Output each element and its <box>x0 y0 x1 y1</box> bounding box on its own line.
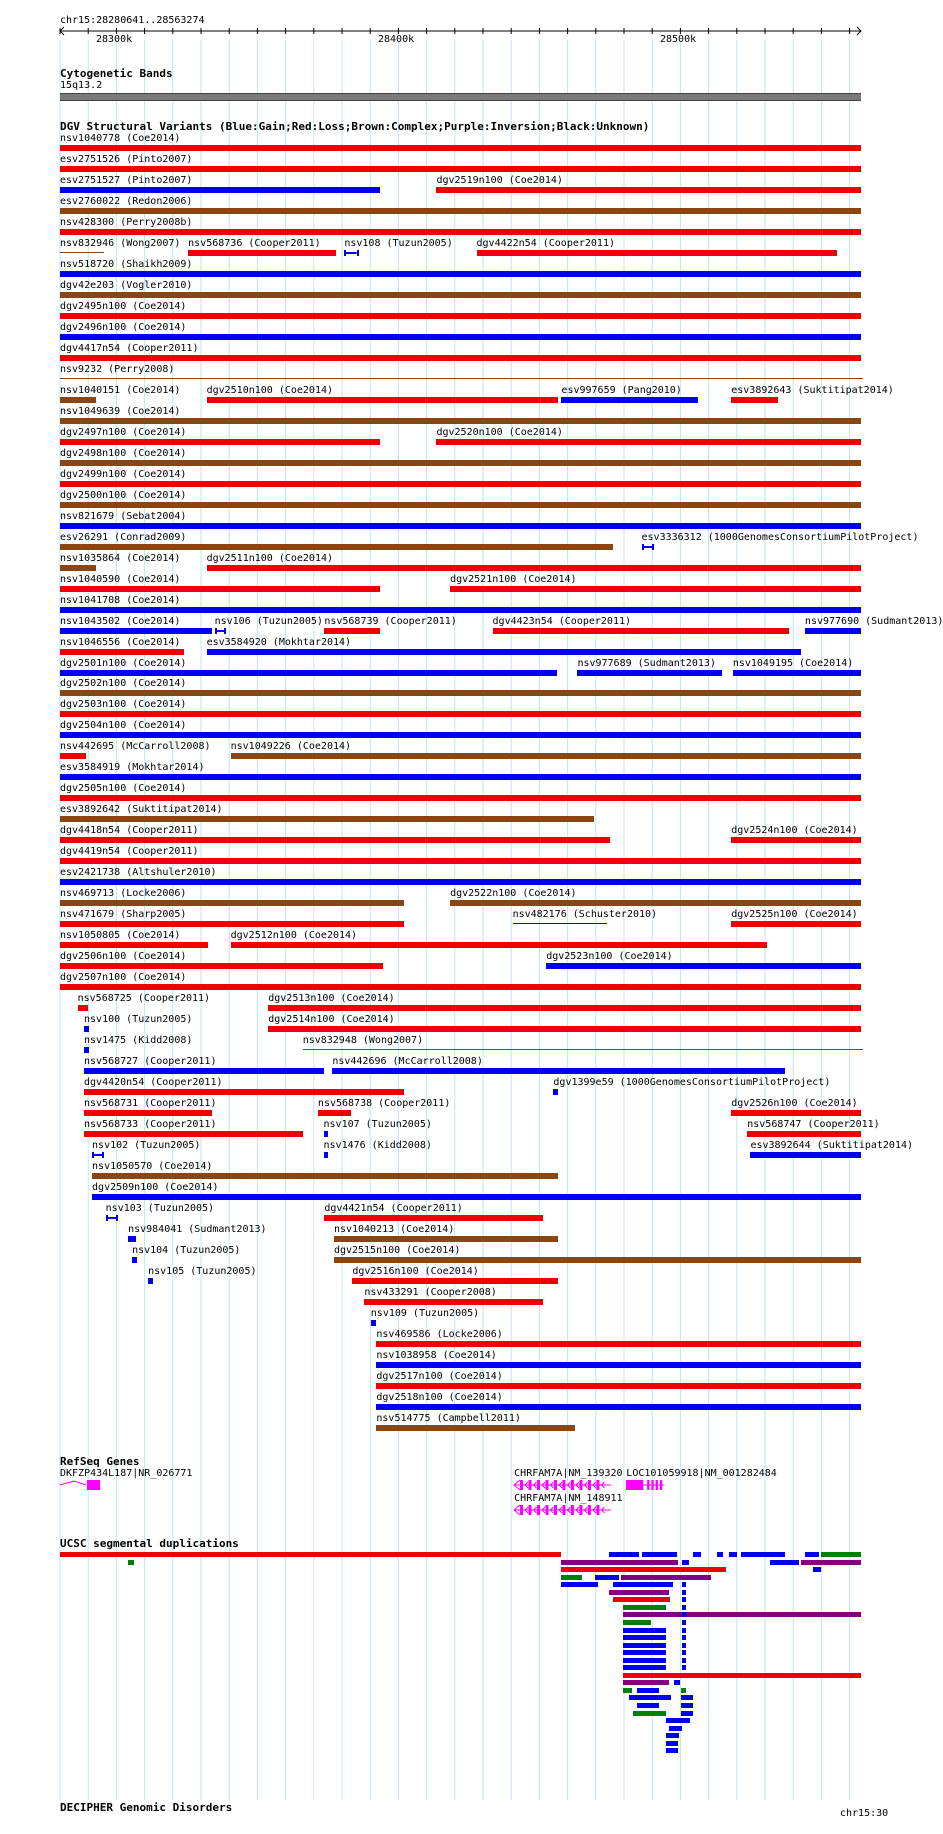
variant-label-nsv107: nsv107 (Tuzun2005) <box>323 1119 432 1131</box>
variant-label-nsv1040590: nsv1040590 (Coe2014) <box>60 573 181 585</box>
variant-label-nsv100: nsv100 (Tuzun2005) <box>84 1014 193 1026</box>
variant-bar-esv2760022[interactable] <box>60 208 861 214</box>
gene-model-loc101059918-nm-001282484[interactable] <box>626 1479 666 1491</box>
variant-label-nsv105: nsv105 (Tuzun2005) <box>148 1265 257 1277</box>
segdup-feature[interactable] <box>623 1665 666 1670</box>
variant-label-esv3892642: esv3892642 (Suktitipat2014) <box>60 804 223 816</box>
variant-label-dgv4420n54: dgv4420n54 (Cooper2011) <box>84 1077 223 1089</box>
variant-label-dgv2495n100: dgv2495n100 (Coe2014) <box>60 300 187 312</box>
track-title-dgv-structural-variants[interactable]: DGV Structural Variants (Blue:Gain;Red:Loss;Brown:Complex;Purple:Inversion;Black:Unknown) <box>60 120 650 133</box>
segdup-feature[interactable] <box>609 1590 668 1595</box>
variant-label-nsv1049639: nsv1049639 (Coe2014) <box>60 405 181 417</box>
variant-label-dgv1399e59: dgv1399e59 (1000GenomesConsortiumPilotProject) <box>553 1077 831 1089</box>
variant-bar-dgv2495n100[interactable] <box>60 313 861 319</box>
variant-label-nsv104: nsv104 (Tuzun2005) <box>132 1244 241 1256</box>
variant-label-nsv1035864: nsv1035864 (Coe2014) <box>60 552 181 564</box>
variant-label-esv2760022: esv2760022 (Redon2006) <box>60 195 193 207</box>
variant-label-dgv2509n100: dgv2509n100 (Coe2014) <box>92 1182 219 1193</box>
track-title-refseq-genes[interactable]: RefSeq Genes <box>60 1455 140 1468</box>
variant-label-nsv514775: nsv514775 (Campbell2011) <box>376 1412 521 1424</box>
variant-label-nsv1476: nsv1476 (Kidd2008) <box>323 1140 432 1152</box>
variant-label-esv3584919: esv3584919 (Mokhtar2014) <box>60 762 205 774</box>
segdup-feature[interactable] <box>613 1597 671 1602</box>
variant-label-nsv568738: nsv568738 (Cooper2011) <box>317 1098 451 1110</box>
variant-bar-dgv2519n100[interactable] <box>436 187 861 193</box>
variant-label-nsv106: nsv106 (Tuzun2005) <box>214 615 323 627</box>
variant-bar-nsv1049195[interactable] <box>733 670 861 676</box>
cytoband-label: 15q13.2 <box>60 80 103 91</box>
variant-label-nsv1050570: nsv1050570 (Coe2014) <box>92 1161 213 1173</box>
segdup-feature[interactable] <box>623 1688 632 1693</box>
variant-bar-nsv568738[interactable] <box>318 1110 351 1116</box>
segdup-feature[interactable] <box>717 1552 723 1557</box>
variant-bar-dgv2513n100[interactable] <box>268 1005 861 1011</box>
variant-bar-nsv106[interactable] <box>215 628 226 634</box>
variant-bar-dgv2511n100[interactable] <box>207 565 861 571</box>
segdup-feature[interactable] <box>682 1650 687 1655</box>
variant-label-nsv568739: nsv568739 (Cooper2011) <box>324 615 457 627</box>
variant-bar-dgv2498n100[interactable] <box>60 460 861 466</box>
variant-label-dgv2505n100: dgv2505n100 (Coe2014) <box>60 783 187 795</box>
variant-bar-dgv2497n100[interactable] <box>60 439 380 445</box>
variant-bar-dgv2512n100[interactable] <box>231 942 768 948</box>
variant-label-nsv109: nsv109 (Tuzun2005) <box>370 1307 480 1319</box>
variant-label-nsv1046556: nsv1046556 (Coe2014) <box>60 636 181 648</box>
variant-label-dgv4419n54: dgv4419n54 (Cooper2011) <box>60 846 199 858</box>
variant-label-dgv2511n100: dgv2511n100 (Coe2014) <box>206 552 334 564</box>
variant-bar-nsv108[interactable] <box>344 250 358 256</box>
variant-bar-nsv1049639[interactable] <box>60 418 861 424</box>
variant-bar-nsv1476[interactable] <box>324 1152 329 1158</box>
variant-label-esv997659: esv997659 (Pang2010) <box>561 384 682 396</box>
variant-label-esv26291: esv26291 (Conrad2009) <box>60 531 187 543</box>
segdup-feature[interactable] <box>595 1575 619 1580</box>
variant-bar-dgv2523n100[interactable] <box>546 963 861 969</box>
variant-label-dgv2496n100: dgv2496n100 (Coe2014) <box>60 321 187 333</box>
segdup-feature[interactable] <box>821 1552 861 1557</box>
variant-label-dgv2499n100: dgv2499n100 (Coe2014) <box>60 468 187 480</box>
variant-label-nsv103: nsv103 (Tuzun2005) <box>105 1202 215 1214</box>
variant-label-dgv2502n100: dgv2502n100 (Coe2014) <box>60 678 187 690</box>
variant-bar-dgv2506n100[interactable] <box>60 963 383 969</box>
variant-bar-nsv469713[interactable] <box>60 900 404 906</box>
variant-bar-esv3336312[interactable] <box>642 544 655 550</box>
variant-bar-dgv4419n54[interactable] <box>60 858 861 864</box>
variant-bar-dgv2514n100[interactable] <box>268 1026 861 1032</box>
variant-label-nsv442696: nsv442696 (McCarroll2008) <box>332 1056 483 1068</box>
gene-model-dkfzp434l187-nr-026771[interactable] <box>60 1479 102 1491</box>
segdup-feature[interactable] <box>669 1726 683 1731</box>
variant-label-dgv2513n100: dgv2513n100 (Coe2014) <box>268 993 395 1005</box>
variant-bar-nsv105[interactable] <box>148 1278 153 1284</box>
variant-label-esv2751527: esv2751527 (Pinto2007) <box>60 174 193 186</box>
variant-bar-nsv568731[interactable] <box>84 1110 212 1116</box>
segdup-feature[interactable] <box>623 1612 861 1617</box>
segdup-feature[interactable] <box>666 1718 689 1723</box>
variant-label-dgv2512n100: dgv2512n100 (Coe2014) <box>230 930 358 942</box>
variant-label-dgv2504n100: dgv2504n100 (Coe2014) <box>60 720 187 732</box>
gene-label-chrfam7a-nm-148911: CHRFAM7A|NM_148911 <box>514 1493 623 1504</box>
variant-label-dgv2518n100: dgv2518n100 (Coe2014) <box>376 1391 503 1403</box>
variant-label-dgv4423n54: dgv4423n54 (Cooper2011) <box>492 615 632 627</box>
gene-model-chrfam7a-nm-139320[interactable] <box>514 1479 613 1491</box>
segdup-feature[interactable] <box>682 1590 687 1595</box>
variant-label-nsv977689: nsv977689 (Sudmant2013) <box>577 657 716 669</box>
variant-bar-esv997659[interactable] <box>561 397 697 403</box>
variant-label-nsv1040213: nsv1040213 (Coe2014) <box>333 1223 455 1235</box>
segdup-feature[interactable] <box>623 1628 666 1633</box>
variant-label-dgv2519n100: dgv2519n100 (Coe2014) <box>436 174 563 186</box>
gene-label-chrfam7a-nm-139320: CHRFAM7A|NM_139320 <box>514 1468 623 1479</box>
ruler-tick-label: 28400k <box>378 34 415 45</box>
gene-model-chrfam7a-nm-148911[interactable] <box>514 1504 613 1516</box>
variant-label-dgv2500n100: dgv2500n100 (Coe2014) <box>60 489 187 501</box>
variant-bar-nsv1046556[interactable] <box>60 649 184 655</box>
variant-label-esv2421738: esv2421738 (Altshuler2010) <box>60 867 217 879</box>
variant-label-nsv1040151: nsv1040151 (Coe2014) <box>60 384 181 396</box>
variant-bar-esv3892642[interactable] <box>60 816 594 822</box>
variant-bar-nsv568747[interactable] <box>747 1131 861 1137</box>
variant-bar-dgv2496n100[interactable] <box>60 334 861 340</box>
variant-bar-nsv100[interactable] <box>84 1026 89 1032</box>
variant-bar-dgv42e203[interactable] <box>60 292 861 298</box>
variant-label-esv3584920: esv3584920 (Mokhtar2014) <box>206 636 352 648</box>
segdup-feature[interactable] <box>609 1552 639 1557</box>
variant-bar-dgv4420n54[interactable] <box>84 1089 404 1095</box>
variant-label-dgv2525n100: dgv2525n100 (Coe2014) <box>731 909 858 921</box>
variant-bar-dgv2526n100[interactable] <box>731 1110 861 1116</box>
segdup-feature[interactable] <box>629 1695 671 1700</box>
variant-bar-nsv568725[interactable] <box>78 1005 88 1011</box>
variant-bar-nsv1475[interactable] <box>84 1047 89 1053</box>
variant-bar-nsv568733[interactable] <box>84 1131 303 1137</box>
variant-label-nsv442695: nsv442695 (McCarroll2008) <box>60 741 211 753</box>
variant-label-nsv9232: nsv9232 (Perry2008) <box>60 363 175 375</box>
variant-label-nsv1041708: nsv1041708 (Coe2014) <box>60 594 181 606</box>
segdup-feature[interactable] <box>693 1552 701 1557</box>
variant-bar-nsv482176[interactable] <box>513 923 607 924</box>
variant-bar-nsv103[interactable] <box>106 1215 119 1221</box>
variant-label-esv3336312: esv3336312 (1000GenomesConsortiumPilotProject) <box>641 531 919 543</box>
segdup-feature[interactable] <box>681 1695 693 1700</box>
track-title-decipher-genomic-disorders[interactable]: DECIPHER Genomic Disorders <box>60 1801 233 1814</box>
variant-bar-dgv2515n100[interactable] <box>334 1257 861 1263</box>
variant-label-nsv821679: nsv821679 (Sebat2004) <box>60 510 187 522</box>
segdup-feature[interactable] <box>128 1560 134 1565</box>
segdup-feature[interactable] <box>681 1703 693 1708</box>
variant-bar-nsv984041[interactable] <box>128 1236 136 1242</box>
variant-bar-nsv568739[interactable] <box>324 628 380 634</box>
variant-bar-nsv832948[interactable] <box>303 1049 863 1050</box>
variant-label-nsv1050805: nsv1050805 (Coe2014) <box>60 930 181 942</box>
variant-label-dgv4417n54: dgv4417n54 (Cooper2011) <box>60 342 199 354</box>
track-title-segmental-duplications[interactable]: UCSC segmental duplications <box>60 1537 239 1550</box>
segdup-feature[interactable] <box>561 1582 599 1587</box>
variant-bar-dgv2525n100[interactable] <box>731 921 861 927</box>
segdup-feature[interactable] <box>623 1650 666 1655</box>
variant-bar-esv2751526[interactable] <box>60 166 861 172</box>
variant-bar-dgv2504n100[interactable] <box>60 732 861 738</box>
segdup-feature[interactable] <box>682 1658 687 1663</box>
segdup-feature[interactable] <box>801 1560 861 1565</box>
variant-bar-nsv1049226[interactable] <box>231 753 861 759</box>
ruler-tick-label: 28300k <box>96 34 133 45</box>
segdup-feature[interactable] <box>666 1733 679 1738</box>
variant-bar-dgv2500n100[interactable] <box>60 502 861 508</box>
segdup-feature[interactable] <box>682 1643 687 1648</box>
variant-label-nsv977690: nsv977690 (Sudmant2013) <box>804 615 943 627</box>
segdup-feature[interactable] <box>674 1680 680 1685</box>
variant-bar-nsv977689[interactable] <box>577 670 721 676</box>
variant-bar-nsv832946[interactable] <box>60 252 104 253</box>
variant-label-nsv568727: nsv568727 (Cooper2011) <box>84 1056 217 1068</box>
variant-label-nsv1475: nsv1475 (Kidd2008) <box>84 1035 193 1047</box>
segdup-feature[interactable] <box>770 1560 799 1565</box>
variant-label-nsv1038958: nsv1038958 (Coe2014) <box>376 1349 497 1361</box>
variant-bar-dgv4418n54[interactable] <box>60 837 610 843</box>
variant-bar-dgv4421n54[interactable] <box>324 1215 543 1221</box>
variant-bar-nsv428300[interactable] <box>60 229 861 235</box>
ruler-corner-label: chr15:30 <box>840 1808 889 1819</box>
variant-label-nsv568731: nsv568731 (Cooper2011) <box>84 1098 217 1110</box>
segdup-feature[interactable] <box>623 1658 666 1663</box>
variant-label-nsv1040778: nsv1040778 (Coe2014) <box>60 133 181 144</box>
variant-bar-nsv9232[interactable] <box>60 378 863 379</box>
segdup-feature[interactable] <box>682 1560 688 1565</box>
variant-label-nsv568725: nsv568725 (Cooper2011) <box>77 993 211 1005</box>
variant-label-esv2751526: esv2751526 (Pinto2007) <box>60 153 193 165</box>
variant-bar-dgv4423n54[interactable] <box>493 628 789 634</box>
segdup-feature[interactable] <box>813 1567 821 1572</box>
segdup-feature[interactable] <box>805 1552 819 1557</box>
variant-label-dgv2506n100: dgv2506n100 (Coe2014) <box>60 951 187 963</box>
segdup-feature[interactable] <box>623 1605 666 1610</box>
segdup-feature[interactable] <box>666 1748 677 1753</box>
variant-label-dgv2526n100: dgv2526n100 (Coe2014) <box>731 1098 858 1110</box>
variant-label-nsv568733: nsv568733 (Cooper2011) <box>84 1119 217 1131</box>
variant-bar-dgv2509n100[interactable] <box>92 1194 861 1200</box>
variant-label-dgv2507n100: dgv2507n100 (Coe2014) <box>60 972 187 984</box>
segdup-feature[interactable] <box>741 1552 785 1557</box>
variant-label-nsv568736: nsv568736 (Cooper2011) <box>188 237 321 249</box>
variant-bar-nsv109[interactable] <box>371 1320 376 1326</box>
variant-label-nsv832946: nsv832946 (Wong2007) <box>60 237 181 249</box>
segdup-feature[interactable] <box>682 1582 687 1587</box>
variant-bar-dgv4422n54[interactable] <box>477 250 837 256</box>
segdup-feature[interactable] <box>682 1597 687 1602</box>
variant-label-nsv108: nsv108 (Tuzun2005) <box>344 237 453 249</box>
variant-bar-dgv2521n100[interactable] <box>450 586 861 592</box>
variant-label-dgv2515n100: dgv2515n100 (Coe2014) <box>333 1244 461 1256</box>
variant-bar-dgv2520n100[interactable] <box>436 439 861 445</box>
variant-label-dgv2516n100: dgv2516n100 (Coe2014) <box>352 1265 479 1277</box>
cytoband-15q13-2[interactable] <box>60 93 861 101</box>
variant-bar-dgv2517n100[interactable] <box>376 1383 861 1389</box>
variant-bar-nsv1035864[interactable] <box>60 565 96 571</box>
variant-bar-nsv568727[interactable] <box>84 1068 324 1074</box>
segdup-feature[interactable] <box>682 1635 687 1640</box>
variant-label-dgv2523n100: dgv2523n100 (Coe2014) <box>546 951 673 963</box>
variant-label-esv3892644: esv3892644 (Suktitipat2014) <box>750 1140 914 1152</box>
segdup-feature[interactable] <box>681 1711 693 1716</box>
segdup-feature[interactable] <box>561 1575 583 1580</box>
variant-label-dgv2510n100: dgv2510n100 (Coe2014) <box>206 384 334 396</box>
variant-bar-nsv514775[interactable] <box>376 1425 575 1431</box>
variant-label-dgv2520n100: dgv2520n100 (Coe2014) <box>436 426 563 438</box>
segdup-feature[interactable] <box>666 1741 678 1746</box>
variant-bar-dgv2499n100[interactable] <box>60 481 861 487</box>
variant-bar-esv26291[interactable] <box>60 544 613 550</box>
variant-label-nsv102: nsv102 (Tuzun2005) <box>92 1140 201 1152</box>
ruler-tick-label: 28500k <box>660 34 697 45</box>
track-title-cytogenetic-bands[interactable]: Cytogenetic Bands <box>60 67 173 80</box>
variant-label-dgv2503n100: dgv2503n100 (Coe2014) <box>60 699 187 711</box>
variant-label-nsv984041: nsv984041 (Sudmant2013) <box>128 1223 267 1235</box>
variant-label-dgv42e203: dgv42e203 (Vogler2010) <box>60 279 193 291</box>
variant-bar-nsv1050805[interactable] <box>60 942 208 948</box>
segdup-feature[interactable] <box>682 1628 687 1633</box>
variant-label-dgv2497n100: dgv2497n100 (Coe2014) <box>60 426 187 438</box>
variant-bar-dgv2501n100[interactable] <box>60 670 557 676</box>
segdup-feature[interactable] <box>623 1635 666 1640</box>
variant-label-dgv4422n54: dgv4422n54 (Cooper2011) <box>476 237 615 249</box>
segdup-feature[interactable] <box>637 1688 659 1693</box>
variant-bar-nsv1040151[interactable] <box>60 397 96 403</box>
variant-bar-nsv1040213[interactable] <box>334 1236 558 1242</box>
variant-bar-nsv469586[interactable] <box>376 1341 861 1347</box>
variant-bar-nsv442696[interactable] <box>332 1068 785 1074</box>
variant-label-dgv2522n100: dgv2522n100 (Coe2014) <box>450 888 577 900</box>
segdup-feature[interactable] <box>623 1620 651 1625</box>
variant-label-nsv469713: nsv469713 (Locke2006) <box>60 888 187 900</box>
variant-label-nsv433291: nsv433291 (Cooper2008) <box>364 1286 497 1298</box>
segdup-feature[interactable] <box>561 1560 679 1565</box>
variant-bar-dgv2503n100[interactable] <box>60 711 861 717</box>
variant-label-nsv1049195: nsv1049195 (Coe2014) <box>732 657 854 669</box>
segdup-feature[interactable] <box>561 1567 727 1572</box>
variant-bar-nsv471679[interactable] <box>60 921 404 927</box>
variant-bar-nsv821679[interactable] <box>60 523 861 529</box>
variant-bar-esv3584919[interactable] <box>60 774 861 780</box>
variant-label-esv3892643: esv3892643 (Suktitipat2014) <box>731 384 894 396</box>
variant-bar-nsv104[interactable] <box>132 1257 137 1263</box>
variant-bar-dgv2507n100[interactable] <box>60 984 861 990</box>
variant-bar-nsv433291[interactable] <box>364 1299 543 1305</box>
variant-bar-dgv2502n100[interactable] <box>60 690 861 696</box>
variant-bar-esv3892644[interactable] <box>750 1152 861 1158</box>
variant-label-nsv1049226: nsv1049226 (Coe2014) <box>230 741 352 753</box>
segdup-feature[interactable] <box>621 1575 712 1580</box>
variant-label-dgv2524n100: dgv2524n100 (Coe2014) <box>731 825 858 837</box>
variant-label-dgv2521n100: dgv2521n100 (Coe2014) <box>450 573 577 585</box>
segdup-feature[interactable] <box>729 1552 737 1557</box>
variant-label-dgv4418n54: dgv4418n54 (Cooper2011) <box>60 825 199 837</box>
variant-bar-nsv442695[interactable] <box>60 753 86 759</box>
variant-label-nsv471679: nsv471679 (Sharp2005) <box>60 909 187 921</box>
segdup-feature[interactable] <box>682 1665 687 1670</box>
segdup-feature[interactable] <box>623 1643 666 1648</box>
variant-label-dgv2501n100: dgv2501n100 (Coe2014) <box>60 657 187 669</box>
ruler-range-label: chr15:28280641..28563274 <box>60 15 205 26</box>
segdup-feature[interactable] <box>633 1711 667 1716</box>
variant-bar-nsv977690[interactable] <box>805 628 861 634</box>
variant-bar-nsv568736[interactable] <box>188 250 336 256</box>
segdup-feature[interactable] <box>623 1680 669 1685</box>
variant-bar-nsv1040778[interactable] <box>60 145 861 151</box>
segdup-feature[interactable] <box>613 1582 673 1587</box>
variant-label-nsv428300: nsv428300 (Perry2008b) <box>60 216 193 228</box>
gene-label-loc101059918-nm-001282484: LOC101059918|NM_001282484 <box>626 1468 777 1479</box>
variant-bar-nsv102[interactable] <box>92 1152 104 1158</box>
variant-bar-dgv2505n100[interactable] <box>60 795 861 801</box>
variant-bar-dgv4417n54[interactable] <box>60 355 861 361</box>
segdup-feature[interactable] <box>682 1620 687 1625</box>
variant-label-nsv518720: nsv518720 (Shaikh2009) <box>60 258 193 270</box>
variant-bar-dgv2524n100[interactable] <box>731 837 861 843</box>
variant-bar-dgv2510n100[interactable] <box>207 397 559 403</box>
variant-label-nsv469586: nsv469586 (Locke2006) <box>376 1328 503 1340</box>
segdup-feature[interactable] <box>623 1673 861 1678</box>
segdup-feature[interactable] <box>637 1703 659 1708</box>
variant-label-nsv568747: nsv568747 (Cooper2011) <box>747 1119 880 1131</box>
variant-label-nsv482176: nsv482176 (Schuster2010) <box>512 909 658 921</box>
variant-bar-nsv1050570[interactable] <box>92 1173 558 1179</box>
variant-label-dgv2517n100: dgv2517n100 (Coe2014) <box>376 1370 503 1382</box>
segdup-feature[interactable] <box>642 1552 677 1557</box>
variant-bar-nsv1041708[interactable] <box>60 607 861 613</box>
variant-label-dgv2498n100: dgv2498n100 (Coe2014) <box>60 447 187 459</box>
variant-label-nsv832948: nsv832948 (Wong2007) <box>302 1035 424 1047</box>
segdup-feature[interactable] <box>682 1612 687 1617</box>
variant-bar-nsv107[interactable] <box>324 1131 329 1137</box>
variant-bar-dgv2518n100[interactable] <box>376 1404 861 1410</box>
variant-bar-dgv2522n100[interactable] <box>450 900 861 906</box>
variant-label-dgv2514n100: dgv2514n100 (Coe2014) <box>268 1014 395 1026</box>
variant-bar-nsv1038958[interactable] <box>376 1362 861 1368</box>
variant-bar-esv3584920[interactable] <box>207 649 801 655</box>
gene-label-dkfzp434l187-nr-026771: DKFZP434L187|NR_026771 <box>60 1468 193 1479</box>
variant-bar-nsv1040590[interactable] <box>60 586 380 592</box>
variant-bar-esv3892643[interactable] <box>731 397 777 403</box>
segdup-feature[interactable] <box>60 1552 561 1557</box>
variant-label-nsv1043502: nsv1043502 (Coe2014) <box>60 615 181 627</box>
variant-bar-nsv518720[interactable] <box>60 271 861 277</box>
variant-bar-esv2751527[interactable] <box>60 187 380 193</box>
variant-bar-nsv1043502[interactable] <box>60 628 212 634</box>
segdup-feature[interactable] <box>682 1605 687 1610</box>
variant-bar-dgv2516n100[interactable] <box>352 1278 558 1284</box>
variant-bar-dgv1399e59[interactable] <box>553 1089 558 1095</box>
variant-bar-esv2421738[interactable] <box>60 879 861 885</box>
variant-label-dgv4421n54: dgv4421n54 (Cooper2011) <box>324 1202 463 1214</box>
segdup-feature[interactable] <box>681 1688 687 1693</box>
